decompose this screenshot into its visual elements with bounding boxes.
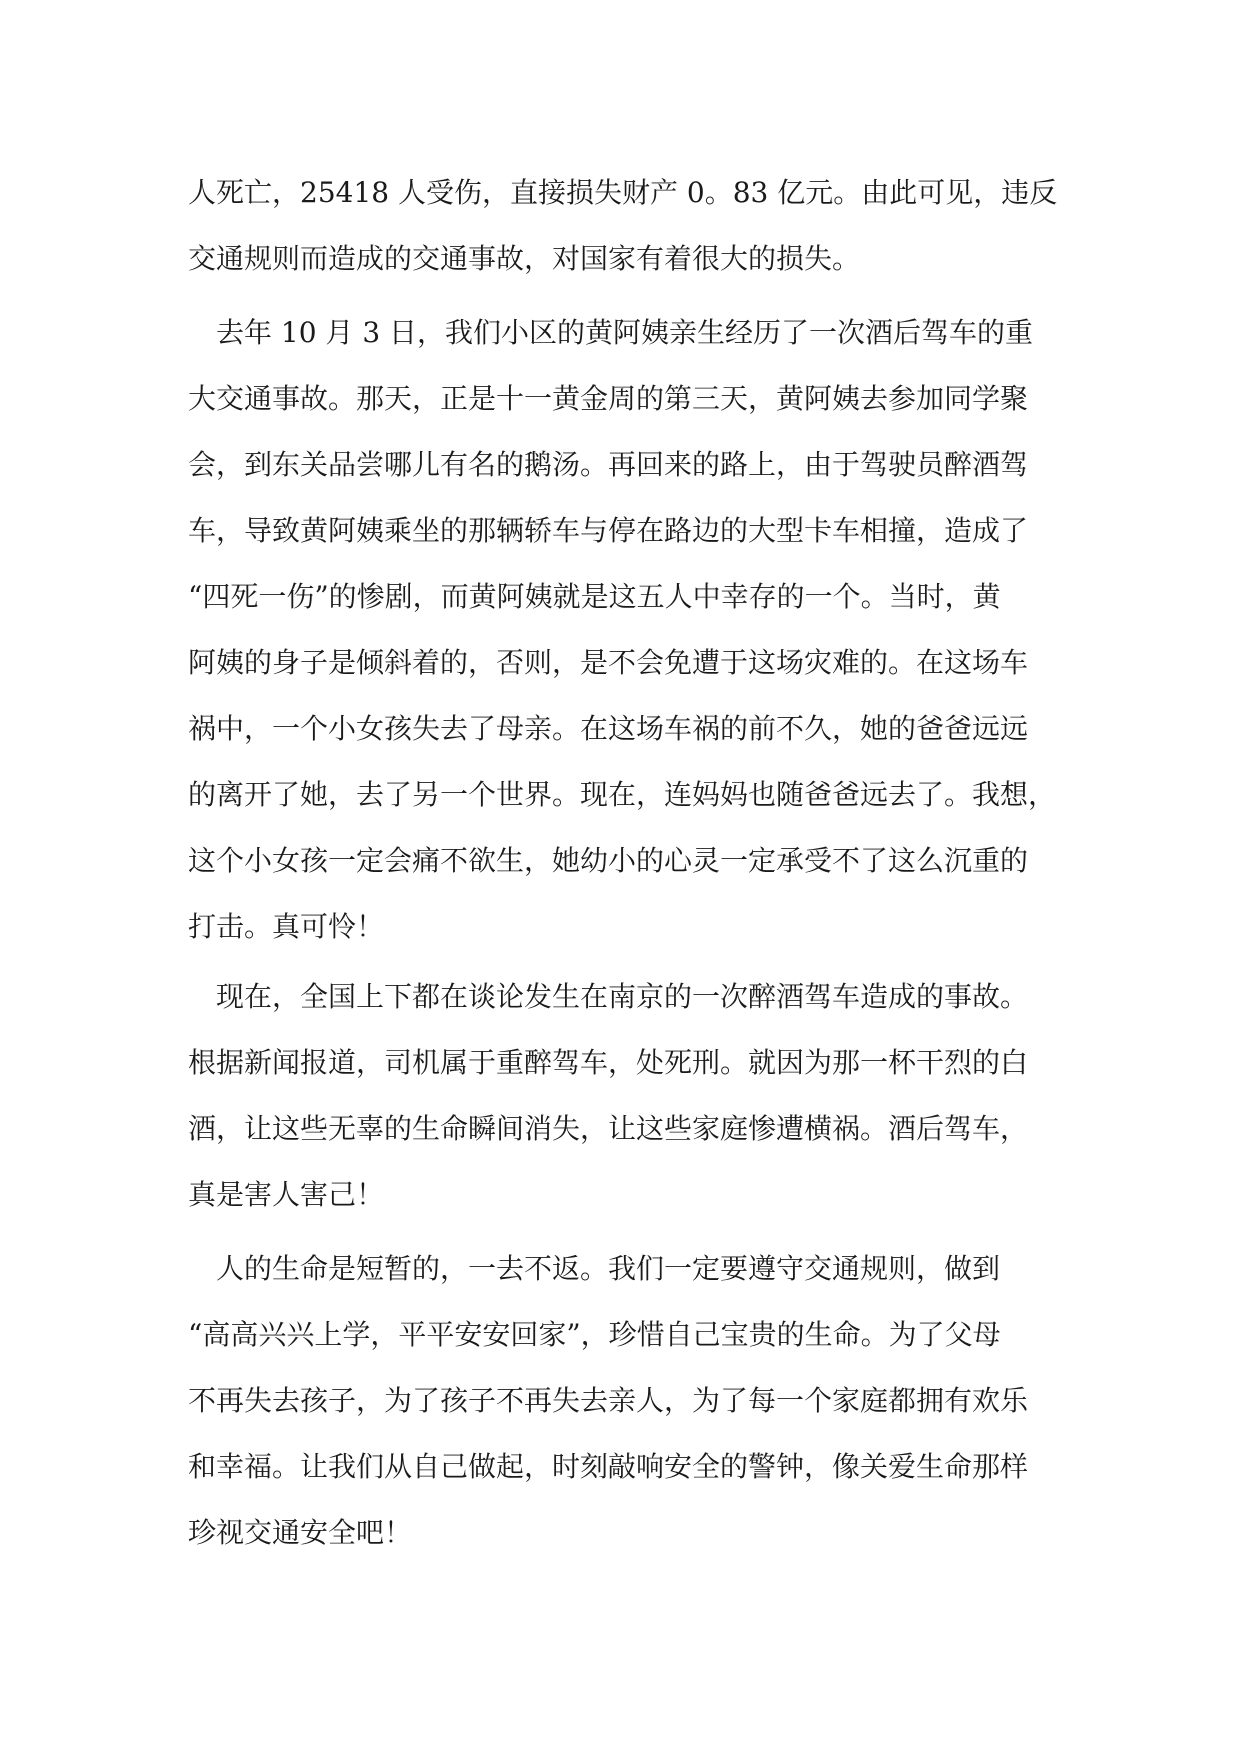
text-line: 人的生命是短暂的，一去不返。我们一定要遵守交通规则，做到 — [188, 1252, 1001, 1285]
text-line: 根据新闻报道，司机属于重醉驾车，处死刑。就因为那一杯干烈的白 — [188, 1046, 1029, 1079]
text-line: 交通规则而造成的交通事故，对国家有着很大的损失。 — [188, 242, 861, 275]
paragraph-1 — [188, 160, 1058, 292]
text-line: 这个小女孩一定会痛不欲生，她幼小的心灵一定承受不了这么沉重的 — [188, 844, 1029, 877]
text-line: 真是害人害己！ — [188, 1178, 385, 1211]
text-line: 大交通事故。那天，正是十一黄金周的第三天，黄阿姨去参加同学聚 — [188, 382, 1029, 415]
text-line: 车，导致黄阿姨乘坐的那辆轿车与停在路边的大型卡车相撞，造成了 — [188, 514, 1029, 547]
text-line: 人死亡，25418 人受伤，直接损失财产 0。83 亿元。由此可见，违反 — [188, 176, 1058, 209]
text-line: 不再失去孩子，为了孩子不再失去亲人，为了每一个家庭都拥有欢乐 — [188, 1384, 1029, 1417]
text-line: 的离开了她，去了另一个世界。现在，连妈妈也随爸爸远去了。我想， — [188, 778, 1057, 811]
document-body — [188, 160, 1058, 1566]
paragraph-3 — [188, 964, 1058, 1228]
text-line: “四死一伤”的惨剧，而黄阿姨就是这五人中幸存的一个。当时，黄 — [188, 580, 1001, 613]
paragraph-2 — [188, 300, 1058, 960]
text-line: 祸中，一个小女孩失去了母亲。在这场车祸的前不久，她的爸爸远远 — [188, 712, 1029, 745]
paragraph-4 — [188, 1236, 1058, 1566]
text-line: 打击。真可怜！ — [188, 910, 385, 943]
text-line: 现在，全国上下都在谈论发生在南京的一次醉酒驾车造成的事故。 — [188, 980, 1029, 1013]
text-line: 和幸福。让我们从自己做起，时刻敲响安全的警钟，像关爱生命那样 — [188, 1450, 1029, 1483]
text-line: “高高兴兴上学，平平安安回家”，珍惜自己宝贵的生命。为了父母 — [188, 1318, 1001, 1351]
text-line: 珍视交通安全吧！ — [188, 1516, 413, 1549]
text-line: 酒，让这些无辜的生命瞬间消失，让这些家庭惨遭横祸。酒后驾车， — [188, 1112, 1029, 1145]
text-line: 阿姨的身子是倾斜着的，否则，是不会免遭于这场灾难的。在这场车 — [188, 646, 1029, 679]
text-line: 去年 10 月 3 日，我们小区的黄阿姨亲生经历了一次酒后驾车的重 — [188, 316, 1034, 349]
text-line: 会，到东关品尝哪儿有名的鹅汤。再回来的路上，由于驾驶员醉酒驾 — [188, 448, 1029, 481]
